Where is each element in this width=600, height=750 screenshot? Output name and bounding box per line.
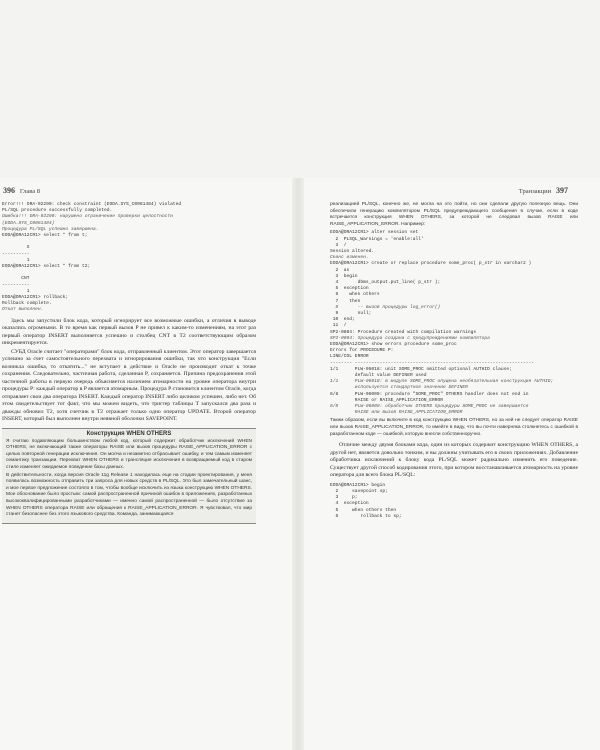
right-page xyxy=(304,178,596,750)
code-line: 1/1 PLW-05018: в модуле SOME_PROC опущена необязательная конструкция AUTHID; xyxy=(330,379,554,385)
right-page-header xyxy=(519,186,568,195)
sidebar-paragraph: В действительности, когда версия Oracle 11g Release 1 находилась еще на стадии проектирования, у меня появилась возможность отправить три запроса для новых средств в PL/SQL. Это был замечательный шанс, и мое первое предложение состояло в том, чтобы вообще исключить из языка конструкцию WHEN OTHERS. Мое обоснование было простым: самой распространенной причиной ошибок в приложениях, разработанных высококвалифицированными разработчиками — именно самой распространенной — было отсутствие за WHEN OTHERS оператора RAISE или обращения к RAISE_APPLICATION_ERROR. Я чувствовал, что мир станет безопаснее без этого языкового средства. Команда, занимающаяся xyxy=(6,472,252,518)
code-line: 2 as xyxy=(330,267,350,273)
code-line: 6/8 PLW-06009: procedure "SOME_PROC" OTHERS handler does not end in xyxy=(330,391,529,397)
code-line: 1 xyxy=(2,288,30,294)
code-line: 2 savepoint sp; xyxy=(330,488,388,494)
code-line: Ошибка!!! ORA-02290: нарушено ограничение проверки целостности xyxy=(2,214,173,220)
book-spread xyxy=(0,178,600,750)
code-listing xyxy=(2,202,256,314)
code-line: 6/8 PLW-06009: обработчик OTHERS процедуры SOME_PROC не завершается xyxy=(330,404,529,410)
code-line: 1/1 PLW-05018: unit SOME_PROC omitted optional AUTHID clause; xyxy=(330,366,512,372)
code-line: RAISE или вызов RAISE_APPLICATION_ERROR xyxy=(330,410,463,416)
code-line: 10 end; xyxy=(330,317,355,323)
chapter-title: Глава 8 xyxy=(19,188,41,195)
code-line: EODA@ORA12CR1> alter session set xyxy=(330,230,419,236)
code-line: EODA@ORA12CR1> select * from t2; xyxy=(2,264,91,270)
page-number: 397 xyxy=(556,186,568,195)
body-paragraph: Здесь мы запустили блок кода, который игнорирует все возможные ошибки, а отличия в выводе оказались огромными. В то время как первый вызов P не привел к каким-то изменениям, на этот раз первый оператор INSERT выполняется успешно и столбец CNT в T2 соответствующим образом инкрементируется. xyxy=(2,317,256,347)
code-line: 8 -- вызов процедуры log_error() xyxy=(330,304,441,310)
sidebar-continuation: реализацией PL/SQL, конечно же, не могла на это пойти, но они сделали другую полезную вещь. Они обеспечили генерацию компилятором PL/SQL предупреждающего сообщения в случае, если в коде встречается конструкция WHEN OTHERS, за которой не следовал вызов RAISE или RAISE_APPLICATION_ERROR. Например: xyxy=(330,202,578,227)
body-paragraph: СУБД Oracle считает "операторами" блок кода, отправленный клиентом. Этот оператор завершается успешно за счет самостоятельного перехвата и игнорирования ошибки, так что конструкция "Если возникла ошибка, то откатить..." не вступает в действие и Oracle не производит откат к точке сохранения. Следовательно, частичная работа, сделанная P, сохраняется. Причина предохранения этой частичной работы в первую очередь объясняется наличием атомарности на уровне оператора внутри процедуры P: каждый оператор в P является атомарным. Процедура P становится клиентом Oracle, когда отправляет свои два оператора INSERT. Каждый оператор INSERT либо целиком успешен, либо нет. Об этом свидетельствует тот факт, что мы можем видеть, что триггер таблицы T запускался два раза и дважды обновил T2, хотя счетчик в T2 отражает только одно оператор UPDATE. Второй оператор INSERT, который был выполнен внутри неявной оболочки SAVEPOINT. xyxy=(2,348,256,423)
code-listing xyxy=(330,230,578,416)
note-paragraph: Таким образом, если вы включите в код конструкцию WHEN OTHERS, но за ней не следует оператор RAISE или вызов RAISE_APPLICATION_ERROR, то имейте в виду, что вы почти наверняка столкнетесь с ошибкой в разработанном коде — ошибкой, которую внесли собственноручно. xyxy=(330,418,578,437)
code-line: 3 / xyxy=(330,242,347,248)
code-line: RAISE or RAISE_APPLICATION_ERROR xyxy=(330,397,444,403)
left-page xyxy=(0,178,292,750)
code-line: используется стандартное значение DEFINER xyxy=(330,385,468,391)
code-line: EODA@ORA12CR1> create or replace procedure some_proc( p_str in varchar2 ) xyxy=(330,261,532,267)
sidebar-box xyxy=(2,428,256,524)
code-line: Процедура PL/SQL успешно завершена. xyxy=(2,226,99,232)
code-line: default value DEFINER used xyxy=(330,373,427,379)
code-line: 2 PLSQL_Warnings = 'enable:all' xyxy=(330,236,424,242)
code-line: Session altered. xyxy=(330,248,375,254)
code-line: Сеанс изменен. xyxy=(330,255,369,261)
code-line: ---------- xyxy=(2,251,30,257)
code-line: 6 when others xyxy=(330,292,380,298)
code-line: 7 then xyxy=(330,298,361,304)
code-line: 4 dbms_output.put_line( p_str ); xyxy=(330,280,441,285)
right-page-content xyxy=(330,202,578,520)
code-line: 11 / xyxy=(330,323,347,329)
code-line: Откат выполнен. xyxy=(2,307,44,313)
code-line: 3 begin xyxy=(330,273,358,279)
code-line: Rollback complete. xyxy=(2,301,52,307)
code-line: SP2-0804: процедура создана с предупреждениями компилятора xyxy=(330,335,490,341)
code-line: EODA@ORA12CR1> rollback; xyxy=(2,295,69,301)
code-line: 5 when others then xyxy=(330,507,397,513)
code-listing xyxy=(330,483,578,520)
page-number: 396 xyxy=(3,186,15,195)
code-line: Error!!! ORA-02290: check constraint (EODA.SYS_C0061484) violated xyxy=(2,202,182,207)
code-line: 5 exception xyxy=(330,286,369,292)
left-page-header xyxy=(3,186,40,195)
code-line: CNT xyxy=(2,276,30,282)
sidebar-paragraph: Я считаю подавляющим большинством любой код, который содержит обработчик исключений WHEN OTHERS, не включающий также операторы RAISE или вызов процедуры RAISE_APPLICATION_ERROR с целью повторной генерации исключения. Он молча и незаметно отбрасывает ошибку, и тем самым изменяет семантику транзакции. Перехват WHEN OTHERS и трансляция исключения в возвращаемый код в старом стиле изменяет ожидаемое поведение базы данных. xyxy=(6,438,252,471)
body-paragraph: Отличие между двумя блоками кода, один из которых содержит конструкцию WHEN OTHERS, а другой нет, является довольно тонким, и вы должны учитывать его в своих приложениях. Добавление обработчика исключений к блоку кода PL/SQL может радикально изменить его поведение. Существует другой способ кодирования этого, при котором восстанавливается атомарность на уровне оператора для всего блока PL/SQL: xyxy=(330,442,578,479)
code-line: EODA@ORA12CR1> begin xyxy=(330,482,386,488)
code-line: 4 exception xyxy=(330,501,369,507)
left-page-content xyxy=(2,202,256,524)
code-line: 6 rollback to sp; xyxy=(330,513,402,519)
code-line: PL/SQL procedure successfully completed. xyxy=(2,208,113,214)
book-gutter xyxy=(292,178,304,750)
code-line: EODA@ORA12CR1> select * from t; xyxy=(2,233,88,239)
code-line: (EODA.SYS_C0061484) xyxy=(2,220,55,226)
code-line: 1 xyxy=(2,257,30,263)
code-line: 9 null; xyxy=(330,311,372,317)
code-line: SP2-0804: Procedure created with compilation warnings xyxy=(330,329,477,335)
code-line: 3 p; xyxy=(330,495,358,501)
code-line: -------- ----------------------------------------------------------------- xyxy=(330,360,534,366)
code-line: ---------- xyxy=(2,282,30,288)
sidebar-box-title: Конструкция WHEN OTHERS xyxy=(86,430,172,437)
code-line: Errors for PROCEDURE P: xyxy=(330,348,394,354)
code-line: EODA@ORA12CR1> show errors procedure some_proc xyxy=(330,342,457,348)
code-line: LINE/COL ERROR xyxy=(330,354,369,360)
chapter-title: Транзакции xyxy=(518,188,552,195)
code-line: X xyxy=(2,245,30,251)
